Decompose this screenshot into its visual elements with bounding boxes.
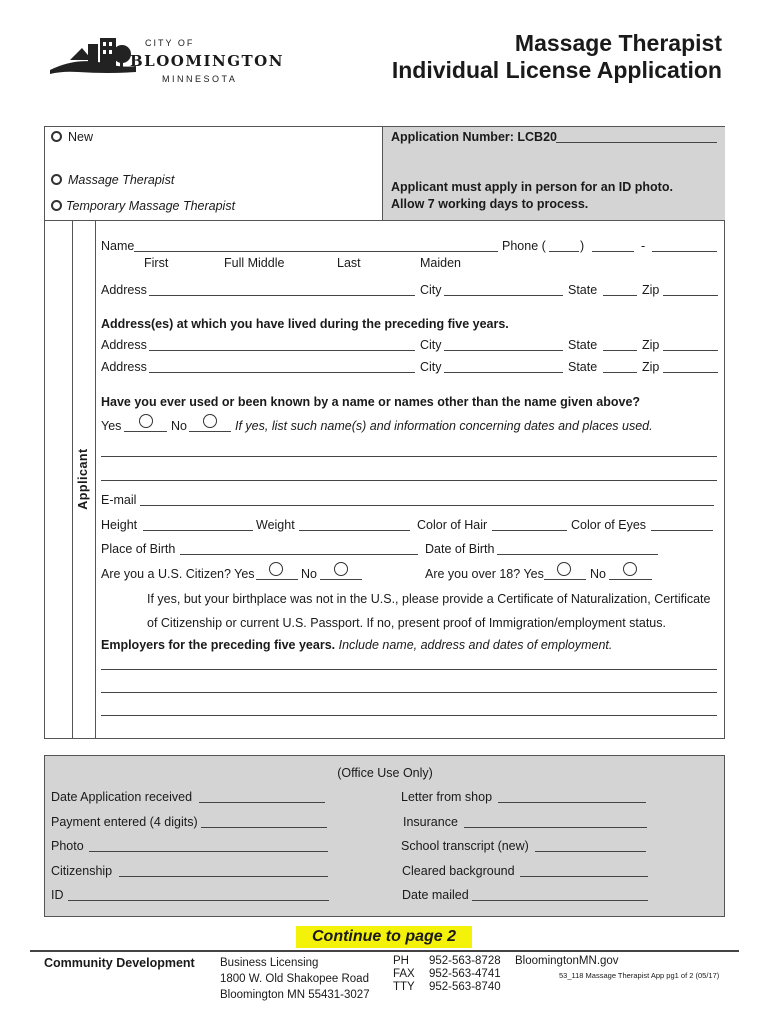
footer-tty-label: TTY <box>393 981 415 993</box>
prev-address-1-field[interactable] <box>149 350 415 351</box>
office-cleared-label: Cleared background <box>402 864 515 878</box>
other-names-note: If yes, list such name(s) and information concerning dates and places used. <box>235 419 653 433</box>
office-insurance-field[interactable] <box>464 827 647 828</box>
other-names-line-2[interactable] <box>101 480 717 481</box>
new-radio[interactable] <box>51 131 62 142</box>
citizen-no-line <box>320 579 362 580</box>
hair-field[interactable] <box>492 530 567 531</box>
phone-dash: - <box>641 239 646 253</box>
office-mailed-label: Date mailed <box>402 888 469 902</box>
phone-close-paren: ) <box>580 239 585 253</box>
prev-address-2-field[interactable] <box>149 372 415 373</box>
office-letter-field[interactable] <box>498 802 646 803</box>
birth-date-label: Date of Birth <box>425 542 495 556</box>
city-label: City <box>420 283 442 297</box>
eyes-field[interactable] <box>651 530 713 531</box>
naturalization-note-1: If yes, but your birthplace was not in the U.S., please provide a Certificate of Naturalization, Certificate <box>147 592 711 606</box>
footer-address-3: Bloomington MN 55431-3027 <box>220 989 370 1001</box>
employers-line-2[interactable] <box>101 692 717 693</box>
office-mailed-field[interactable] <box>472 900 648 901</box>
prev-state-2-field[interactable] <box>603 372 637 373</box>
temporary-therapist-radio[interactable] <box>51 200 62 211</box>
footer-ph: 952-563-8728 <box>429 955 501 967</box>
city-field[interactable] <box>444 295 563 296</box>
office-date-received-label: Date Application received <box>51 790 193 804</box>
other-names-line-1[interactable] <box>101 456 717 457</box>
prev-zip-2-field[interactable] <box>663 372 718 373</box>
office-payment-label: Payment entered (4 digits) <box>51 815 198 829</box>
office-citizenship-label: Citizenship <box>51 864 113 878</box>
over18-yes-line <box>544 579 586 580</box>
new-label: New <box>68 130 94 144</box>
footer-rule <box>30 950 739 952</box>
other-names-no-line <box>189 431 231 432</box>
page-title-line1: Massage Therapist <box>514 30 722 56</box>
application-number-label: Application Number: LCB20 <box>391 130 557 144</box>
eyes-label: Color of Eyes <box>571 518 647 532</box>
notice-line2: Allow 7 working days to process. <box>391 197 589 211</box>
office-id-label: ID <box>51 888 64 902</box>
footer-fax: 952-563-4741 <box>429 968 501 980</box>
zip-field[interactable] <box>663 295 718 296</box>
other-names-question: Have you ever used or been known by a name or names other than the name given above? <box>101 395 641 409</box>
naturalization-note-2: of Citizenship or current U.S. Passport. If no, present proof of Immigration/employment status. <box>147 616 666 630</box>
office-insurance-label: Insurance <box>403 815 458 829</box>
logo-name-text: BLOOMINGTON <box>130 52 284 70</box>
phone-label: Phone ( <box>502 239 546 253</box>
birth-place-field[interactable] <box>180 554 418 555</box>
employers-note: Include name, address and dates of employment. <box>338 638 613 652</box>
temporary-therapist-label: Temporary Massage Therapist <box>66 199 236 213</box>
footer-ph-label: PH <box>393 955 409 967</box>
employers-heading-row <box>101 638 612 652</box>
office-date-received-field[interactable] <box>199 802 325 803</box>
over18-no-radio[interactable] <box>623 562 637 576</box>
birth-place-label: Place of Birth <box>101 542 176 556</box>
logo-city-text: CITY OF <box>145 38 195 48</box>
hair-label: Color of Hair <box>417 518 488 532</box>
application-number-field[interactable] <box>556 142 717 143</box>
weight-field[interactable] <box>299 530 410 531</box>
massage-therapist-label: Massage Therapist <box>68 173 175 187</box>
citizen-yes-radio[interactable] <box>269 562 283 576</box>
prev-city-2-field[interactable] <box>444 372 563 373</box>
phone-line-field[interactable] <box>652 251 717 252</box>
address-field[interactable] <box>149 295 415 296</box>
office-use-title: (Office Use Only) <box>337 766 433 780</box>
office-transcript-field[interactable] <box>535 851 646 852</box>
other-names-no-radio[interactable] <box>203 414 217 428</box>
prev-state-1-label: State <box>568 338 598 352</box>
office-photo-field[interactable] <box>89 851 328 852</box>
office-id-field[interactable] <box>68 900 329 901</box>
prev-zip-2-label: Zip <box>642 360 660 374</box>
prev-city-1-field[interactable] <box>444 350 563 351</box>
prev-address-2-label: Address <box>101 360 147 374</box>
bloomington-logo-icon <box>48 30 138 78</box>
state-label: State <box>568 283 598 297</box>
name-field[interactable] <box>134 251 498 252</box>
continue-banner: Continue to page 2 <box>296 926 472 948</box>
applicant-side-label: Applicant <box>76 448 90 510</box>
footer-website[interactable]: BloomingtonMN.gov <box>515 955 619 967</box>
over18-no-line <box>609 579 652 580</box>
middle-sublabel: Full Middle <box>224 256 285 270</box>
citizen-yes-line <box>256 579 298 580</box>
office-transcript-label: School transcript (new) <box>401 839 529 853</box>
citizen-no-label: No <box>301 567 317 581</box>
prev-state-1-field[interactable] <box>603 350 637 351</box>
footer-fax-label: FAX <box>393 968 415 980</box>
office-photo-label: Photo <box>51 839 84 853</box>
email-field[interactable] <box>140 505 714 506</box>
name-label: Name <box>101 239 135 253</box>
footer-dept: Community Development <box>44 956 195 970</box>
massage-therapist-radio[interactable] <box>51 174 62 185</box>
other-names-yes-label: Yes <box>101 419 122 433</box>
height-label: Height <box>101 518 138 532</box>
prev-state-2-label: State <box>568 360 598 374</box>
other-names-yes-radio[interactable] <box>139 414 153 428</box>
footer-phone-numbers <box>429 955 501 994</box>
weight-label: Weight <box>256 518 295 532</box>
employers-line-3[interactable] <box>101 715 717 716</box>
prev-city-2-label: City <box>420 360 442 374</box>
footer-tty: 952-563-8740 <box>429 981 501 993</box>
birth-date-field[interactable] <box>497 554 658 555</box>
prev-zip-1-label: Zip <box>642 338 660 352</box>
footer-form-code: 53_118 Massage Therapist App pg1 of 2 (05/17) <box>559 971 720 980</box>
over18-question: Are you over 18? Yes <box>425 567 544 581</box>
employers-line-1[interactable] <box>101 669 717 670</box>
office-payment-field[interactable] <box>201 827 327 828</box>
footer-phone-labels <box>393 955 415 994</box>
footer-address <box>220 955 370 1003</box>
prev-zip-1-field[interactable] <box>663 350 718 351</box>
last-sublabel: Last <box>337 256 361 270</box>
prev-address-1-label: Address <box>101 338 147 352</box>
prev-city-1-label: City <box>420 338 442 352</box>
other-names-yes-line <box>124 431 167 432</box>
office-letter-label: Letter from shop <box>401 790 493 804</box>
citizen-question: Are you a U.S. Citizen? Yes <box>101 567 255 581</box>
state-field[interactable] <box>603 295 637 296</box>
over18-no-label: No <box>590 567 606 581</box>
phone-area-field[interactable] <box>549 251 579 252</box>
employers-heading: Employers for the preceding five years. <box>101 638 336 652</box>
office-cleared-field[interactable] <box>520 876 648 877</box>
other-names-no-label: No <box>171 419 187 433</box>
email-label: E-mail <box>101 493 137 507</box>
footer-address-2: 1800 W. Old Shakopee Road <box>220 973 369 985</box>
citizen-no-radio[interactable] <box>334 562 348 576</box>
over18-yes-radio[interactable] <box>557 562 571 576</box>
height-field[interactable] <box>143 530 253 531</box>
office-citizenship-field[interactable] <box>119 876 328 877</box>
phone-prefix-field[interactable] <box>592 251 634 252</box>
footer-address-1: Business Licensing <box>220 957 319 969</box>
previous-addresses-heading: Address(es) at which you have lived during the preceding five years. <box>101 317 509 331</box>
logo-state-text: MINNESOTA <box>162 74 238 84</box>
zip-label: Zip <box>642 283 660 297</box>
first-sublabel: First <box>144 256 169 270</box>
notice-line1: Applicant must apply in person for an ID photo. <box>391 180 673 194</box>
maiden-sublabel: Maiden <box>420 256 461 270</box>
page-title-line2: Individual License Application <box>391 57 722 83</box>
address-label: Address <box>101 283 147 297</box>
